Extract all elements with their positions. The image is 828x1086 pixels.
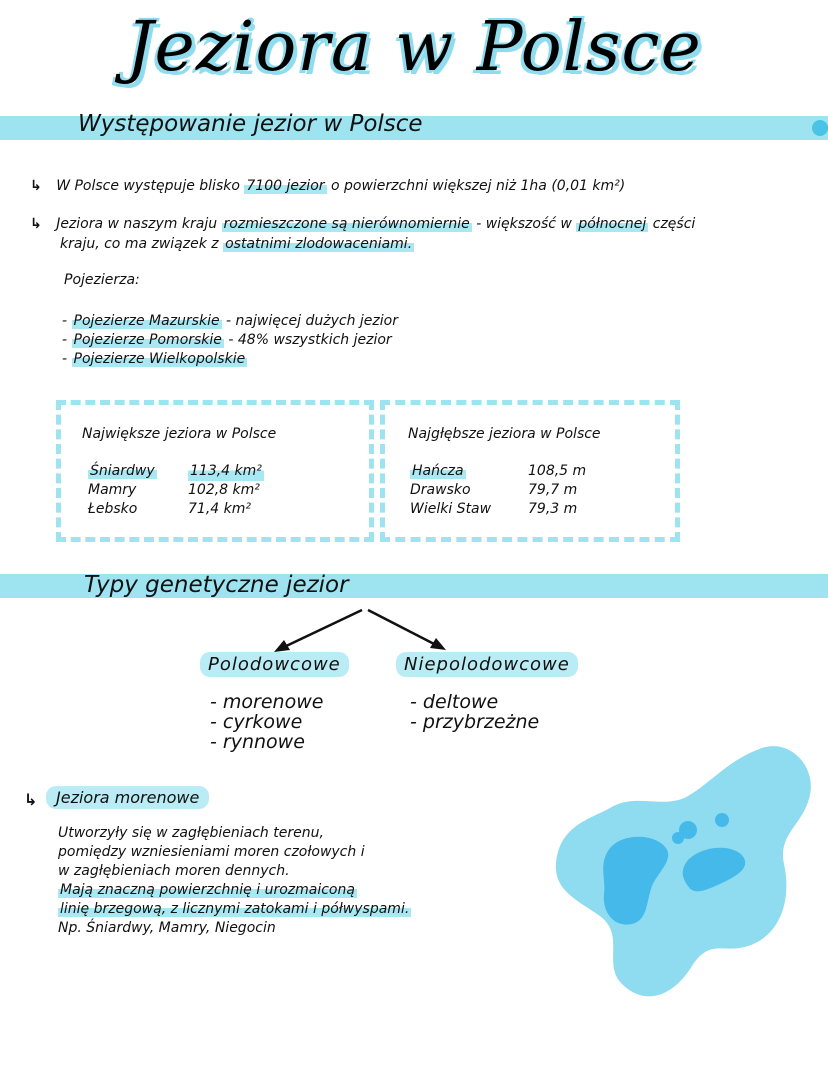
list-item: - przybrzeżne bbox=[410, 711, 540, 733]
list-item: - Pojezierze Pomorskie - 48% wszystkich jezior bbox=[62, 332, 392, 348]
arrow-icon: ↳ bbox=[30, 216, 42, 232]
arrow-icon: ↳ bbox=[30, 178, 42, 194]
deepest-lakes-table bbox=[410, 462, 640, 522]
table-row: Wielki Staw 79,3 m bbox=[410, 501, 578, 517]
nonglacial-lakes-label: Niepolodowcowe bbox=[396, 652, 578, 677]
bullet-distribution: ↳ Jeziora w naszym kraju rozmieszczone są nierównomiernie - większość w północnej części kraju, co ma związek z ostatnimi zlodowaceniami. bbox=[30, 216, 696, 252]
table-row: Śniardwy 113,4 km² bbox=[90, 463, 262, 479]
list-item: - morenowe bbox=[210, 691, 324, 713]
lake-illustration-icon bbox=[552, 740, 818, 1004]
page-title: Jeziora w Polsce bbox=[126, 8, 702, 87]
nonglacial-lakes-list bbox=[410, 692, 539, 732]
list-item: - Pojezierze Wielkopolskie bbox=[62, 351, 246, 367]
largest-lakes-title: Największe jeziora w Polsce bbox=[82, 426, 277, 442]
bullet-lake-count: ↳ W Polsce występuje blisko 7100 jezior o powierzchni większej niż 1ha (0,01 km²) bbox=[30, 178, 626, 194]
lakelands-list bbox=[62, 312, 398, 369]
arrow-icon: ↳ bbox=[24, 790, 38, 809]
moraine-lakes-label: Jeziora morenowe bbox=[46, 786, 209, 809]
table-row: Mamry 102,8 km² bbox=[88, 482, 260, 498]
deepest-lakes-title: Najgłębsze jeziora w Polsce bbox=[408, 426, 601, 442]
section-heading-occurrence: Występowanie jezior w Polsce bbox=[78, 111, 423, 137]
band-end-dot bbox=[812, 120, 828, 136]
highlight-lake-count: 7100 jezior bbox=[246, 178, 325, 194]
list-item: - deltowe bbox=[410, 691, 499, 713]
list-item: - Pojezierze Mazurskie - najwięcej dużych jezior bbox=[62, 313, 398, 329]
section-heading-genetic-types: Typy genetyczne jezior bbox=[84, 572, 349, 598]
lakelands-label: Pojezierza: bbox=[64, 272, 140, 288]
table-row: Drawsko 79,7 m bbox=[410, 482, 578, 498]
table-row: Hańcza 108,5 m bbox=[412, 463, 587, 479]
list-item: - cyrkowe bbox=[210, 711, 303, 733]
moraine-lakes-description: Utworzyły się w zagłębieniach terenu, pomiędzy wzniesieniami moren czołowych i w zagłębieniach moren dennych. Mają znaczną powierzchnię i urozmaiconą linię brzegową, z licznymi zatokami i półwyspami. Np. Śniardwy, Mamry, Niegocin bbox=[58, 825, 410, 936]
table-row: Łebsko 71,4 km² bbox=[88, 501, 251, 517]
list-item: - rynnowe bbox=[210, 731, 305, 753]
largest-lakes-table bbox=[88, 462, 338, 522]
glacial-lakes-label: Polodowcowe bbox=[200, 652, 349, 677]
glacial-lakes-list bbox=[210, 692, 323, 752]
